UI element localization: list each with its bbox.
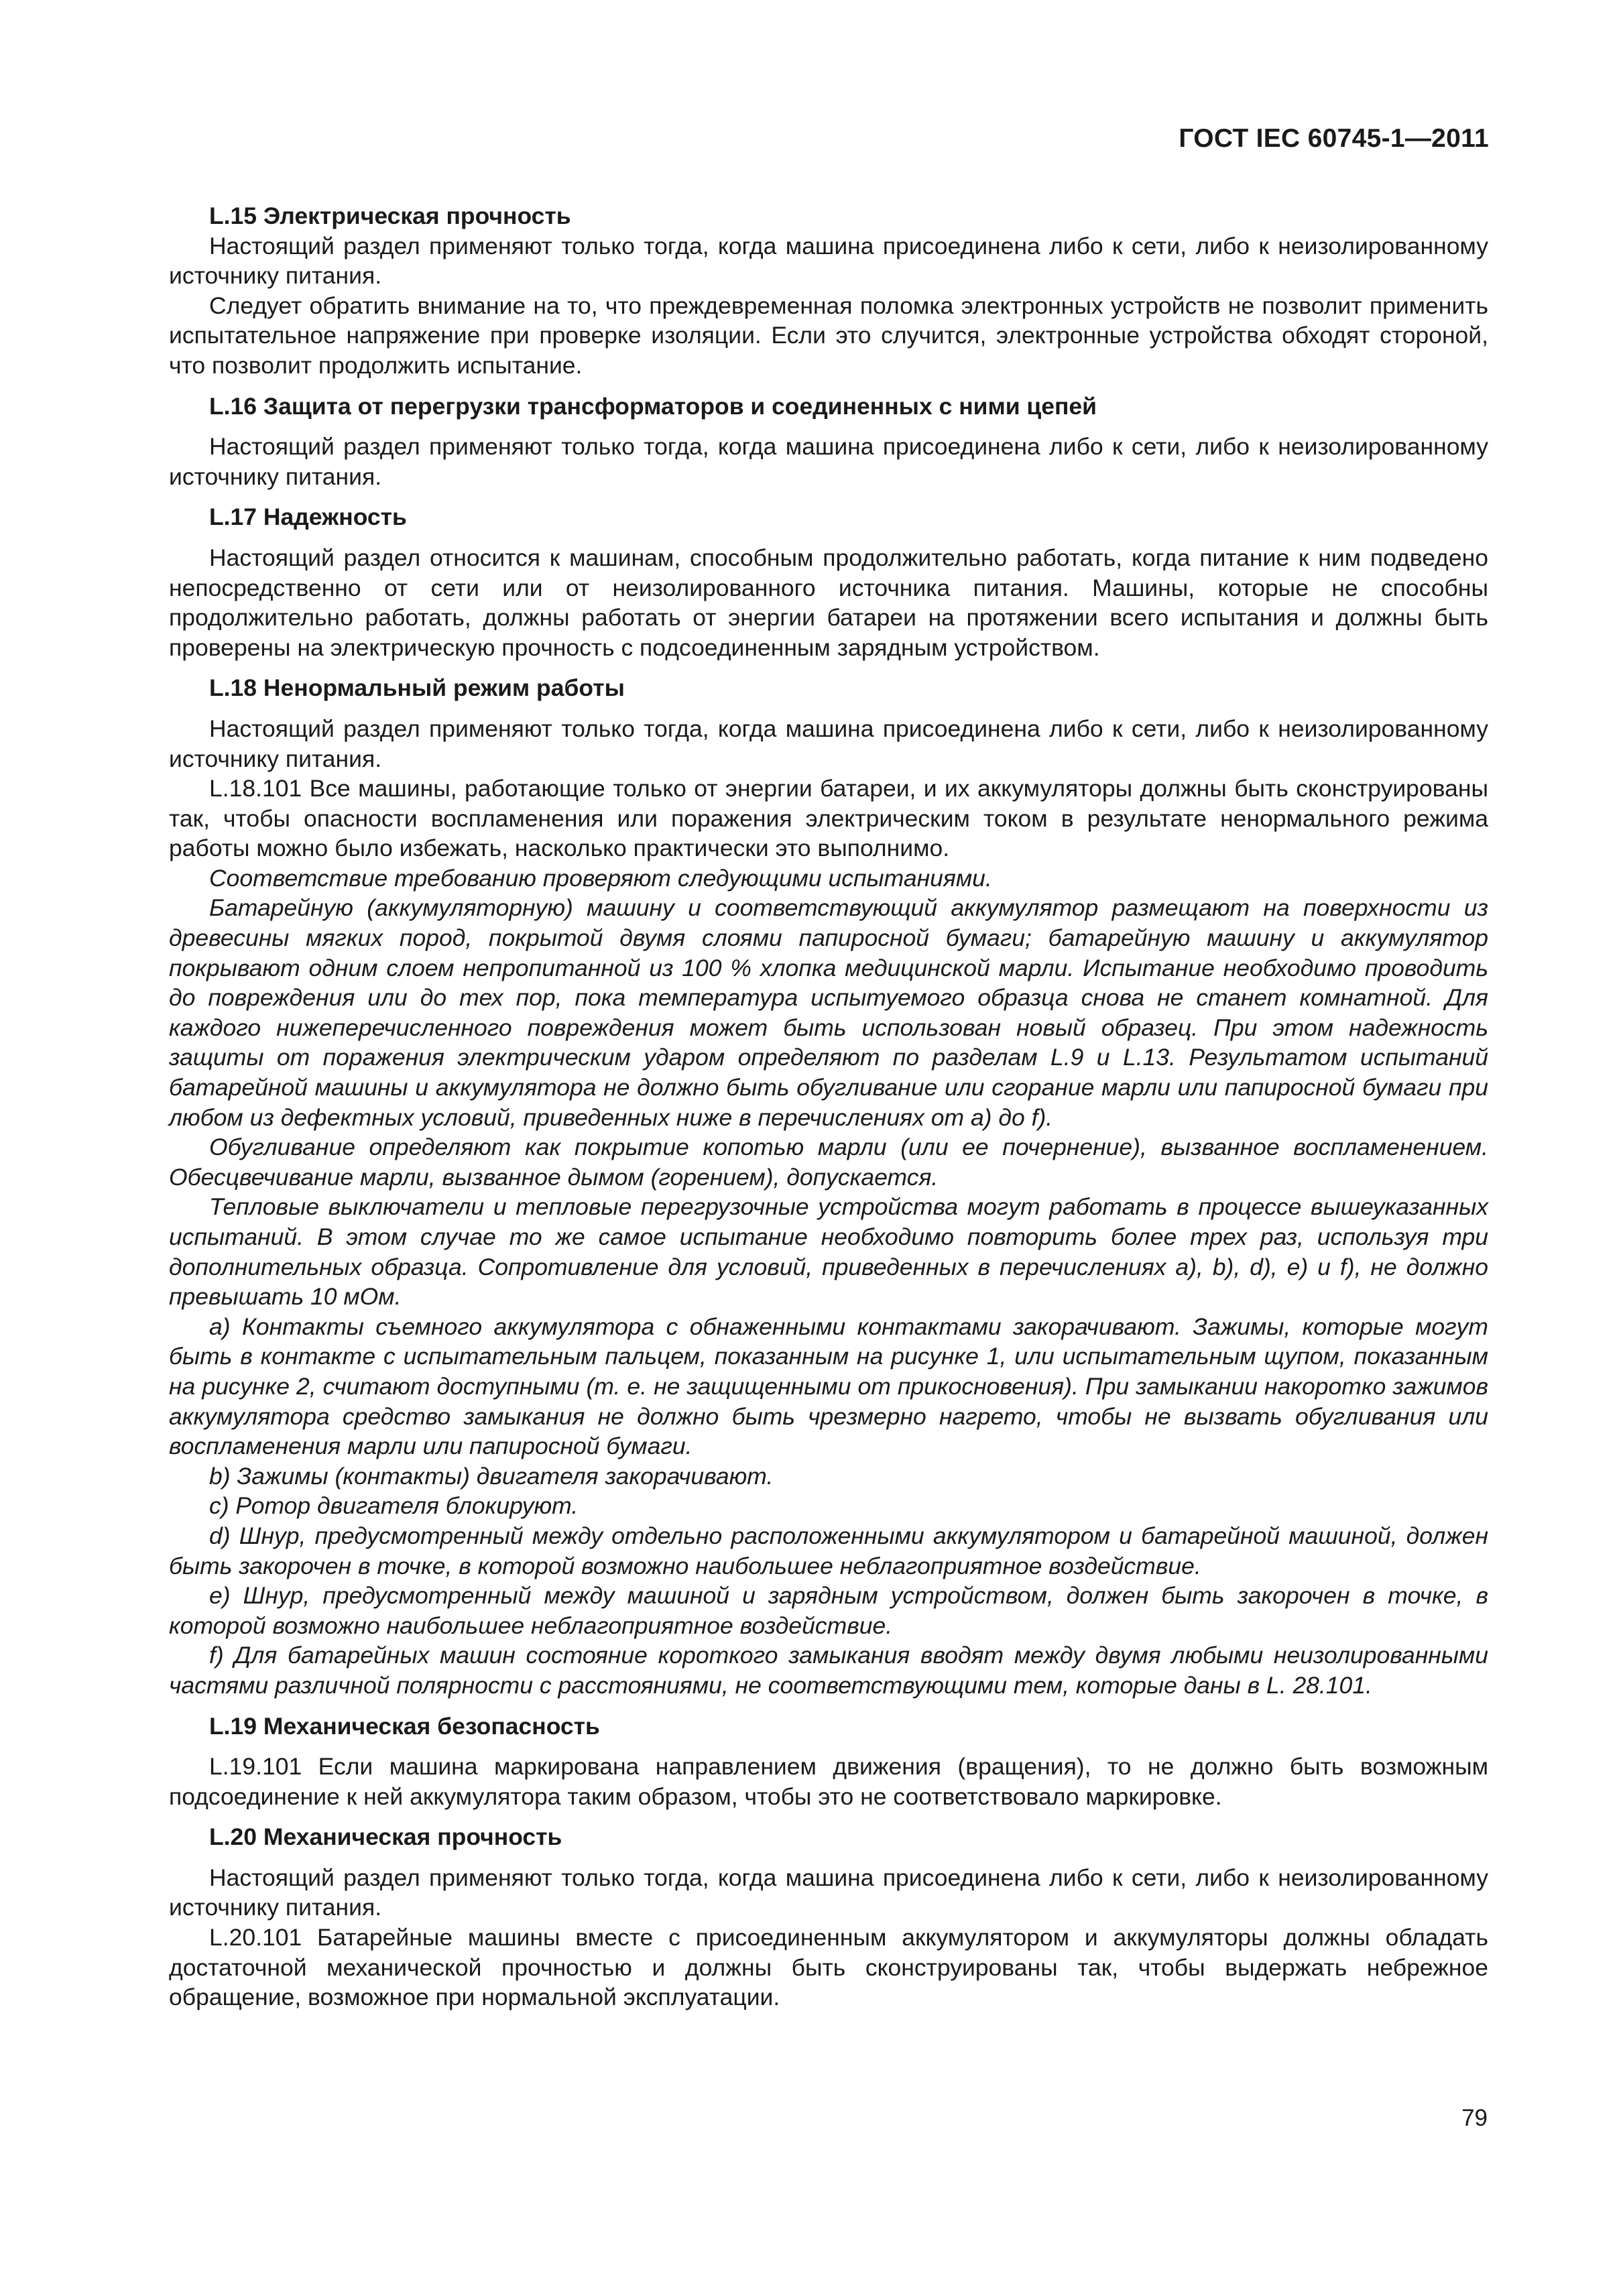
section-heading-l16: L.16 Защита от перегрузки трансформаторов и соединенных с ними цепей: [209, 392, 1097, 420]
section-heading-l17: L.17 Надежность: [209, 503, 407, 531]
paragraph: Обугливание определяют как покрытие копотью марли (или ее почернение), вызванное воспламенением. Обесцвечивание марли, вызванное дымом (горением), допускается.: [169, 1134, 1488, 1191]
paragraph: Следует обратить внимание на то, что преждевременная поломка электронных устройств не позволит применить испытательное напряжение при проверке изоляции. Если это случится, электронные устройства обходят стороной, что позволит продолжить испытание.: [169, 292, 1488, 379]
paragraph: Настоящий раздел применяют только тогда, когда машина присоединена либо к сети, либо к неизолированному источнику питания.: [169, 1864, 1488, 1921]
list-item-b: b) Зажимы (контакты) двигателя закорачивают.: [209, 1462, 774, 1490]
page-number: 79: [1461, 2105, 1488, 2131]
paragraph: Соответствие требованию проверяют следующими испытаниями.: [209, 864, 992, 892]
paragraph: Настоящий раздел применяют только тогда, когда машина присоединена либо к сети, либо к неизолированному источнику питания.: [169, 433, 1488, 490]
list-item-d: d) Шнур, предусмотренный между отдельно расположенными аккумулятором и батарейной машиной, должен быть закорочен в точке, в которой возможно наибольшее неблагоприятное воздействие.: [169, 1522, 1488, 1579]
list-item-c: c) Ротор двигателя блокируют.: [209, 1492, 579, 1520]
list-item-a: a) Контакты съемного аккумулятора с обнаженными контактами закорачивают. Зажимы, которые могут быть в контакте с испытательным пальцем, показанным на рисунке 1, или испытательным щупом, показанным на рисунке 2, считают доступными (т. е. не защищенными от прикосновения). При замыкании накоротко зажимов аккумулятора средство замыкания не должно быть чрезмерно нагрето, чтобы не вызвать обугливания или воспламенения марли или папиросной бумаги.: [169, 1313, 1488, 1460]
list-item-e: e) Шнур, предусмотренный между машиной и зарядным устройством, должен быть закорочен в точке, в которой возможно наибольшее неблагоприятное воздействие.: [169, 1582, 1488, 1639]
paragraph: L.18.101 Все машины, работающие только от энергии батареи, и их аккумуляторы должны быть сконструированы так, чтобы опасности воспламенения или поражения электрическим током в результате ненормального режима работы можно было избежать, насколько практически это выполнимо.: [169, 775, 1488, 862]
standard-designation: ГОСТ IEC 60745-1—2011: [1179, 124, 1489, 153]
paragraph: L.19.101 Если машина маркирована направлением движения (вращения), то не должно быть возможным подсоединение к ней аккумулятора таким образом, чтобы это не соответствовало маркировке.: [169, 1753, 1488, 1810]
section-heading-l20: L.20 Механическая прочность: [209, 1823, 562, 1851]
paragraph: Батарейную (аккумуляторную) машину и соответствующий аккумулятор размещают на поверхности из древесины мягких пород, покрытой двумя слоями папиросной бумаги; батарейную машину и аккумулятор покрывают одним слоем непропитанной из 100 % хлопка медицинской марли. Испытание необходимо проводить до повреждения или до тех пор, пока температура испытуемого образца снова не станет комнатной. Для каждого нижеперечисленного повреждения может быть использован новый образец. При этом надежность защиты от поражения электрическим ударом определяют по разделам L.9 и L.13. Результатом испытаний батарейной машины и аккумулятора не должно быть обугливание или сгорание марли или папиросной бумаги при любом из дефектных условий, приведенных ниже в перечислениях от a) до f).: [169, 894, 1488, 1131]
section-heading-l15: L.15 Электрическая прочность: [209, 202, 571, 229]
list-item-f: f) Для батарейных машин состояние короткого замыкания вводят между двумя любыми неизолированными частями различной полярности с расстояниями, не соответствующими тем, которые даны в L. 28.101.: [169, 1642, 1488, 1699]
paragraph: L.20.101 Батарейные машины вместе с присоединенным аккумулятором и аккумуляторы должны обладать достаточной механической прочностью и должны быть сконструированы так, чтобы выдержать небрежное обращение, возможное при нормальной эксплуатации.: [169, 1924, 1488, 2011]
paragraph: Тепловые выключатели и тепловые перегрузочные устройства могут работать в процессе вышеуказанных испытаний. В этом случае то же самое испытание необходимо повторить более трех раз, используя три дополнительных образца. Сопротивление для условий, приведенных в перечислениях a), b), d), e) и f), не должно превышать 10 мОм.: [169, 1193, 1488, 1311]
paragraph: Настоящий раздел относится к машинам, способным продолжительно работать, когда питание к ним подведено непосредственно от сети или от неизолированного источника питания. Машины, которые не способны продолжительно работать, должны работать от энергии батареи на протяжении всего испытания и должны быть проверены на электрическую прочность с подсоединенным зарядным устройством.: [169, 544, 1488, 661]
section-heading-l19: L.19 Механическая безопасность: [209, 1712, 600, 1740]
paragraph: Настоящий раздел применяют только тогда, когда машина присоединена либо к сети, либо к неизолированному источнику питания.: [169, 232, 1488, 290]
document-body: [169, 201, 1488, 2012]
section-heading-l18: L.18 Ненормальный режим работы: [209, 674, 625, 702]
paragraph: Настоящий раздел применяют только тогда, когда машина присоединена либо к сети, либо к неизолированному источнику питания.: [169, 715, 1488, 772]
